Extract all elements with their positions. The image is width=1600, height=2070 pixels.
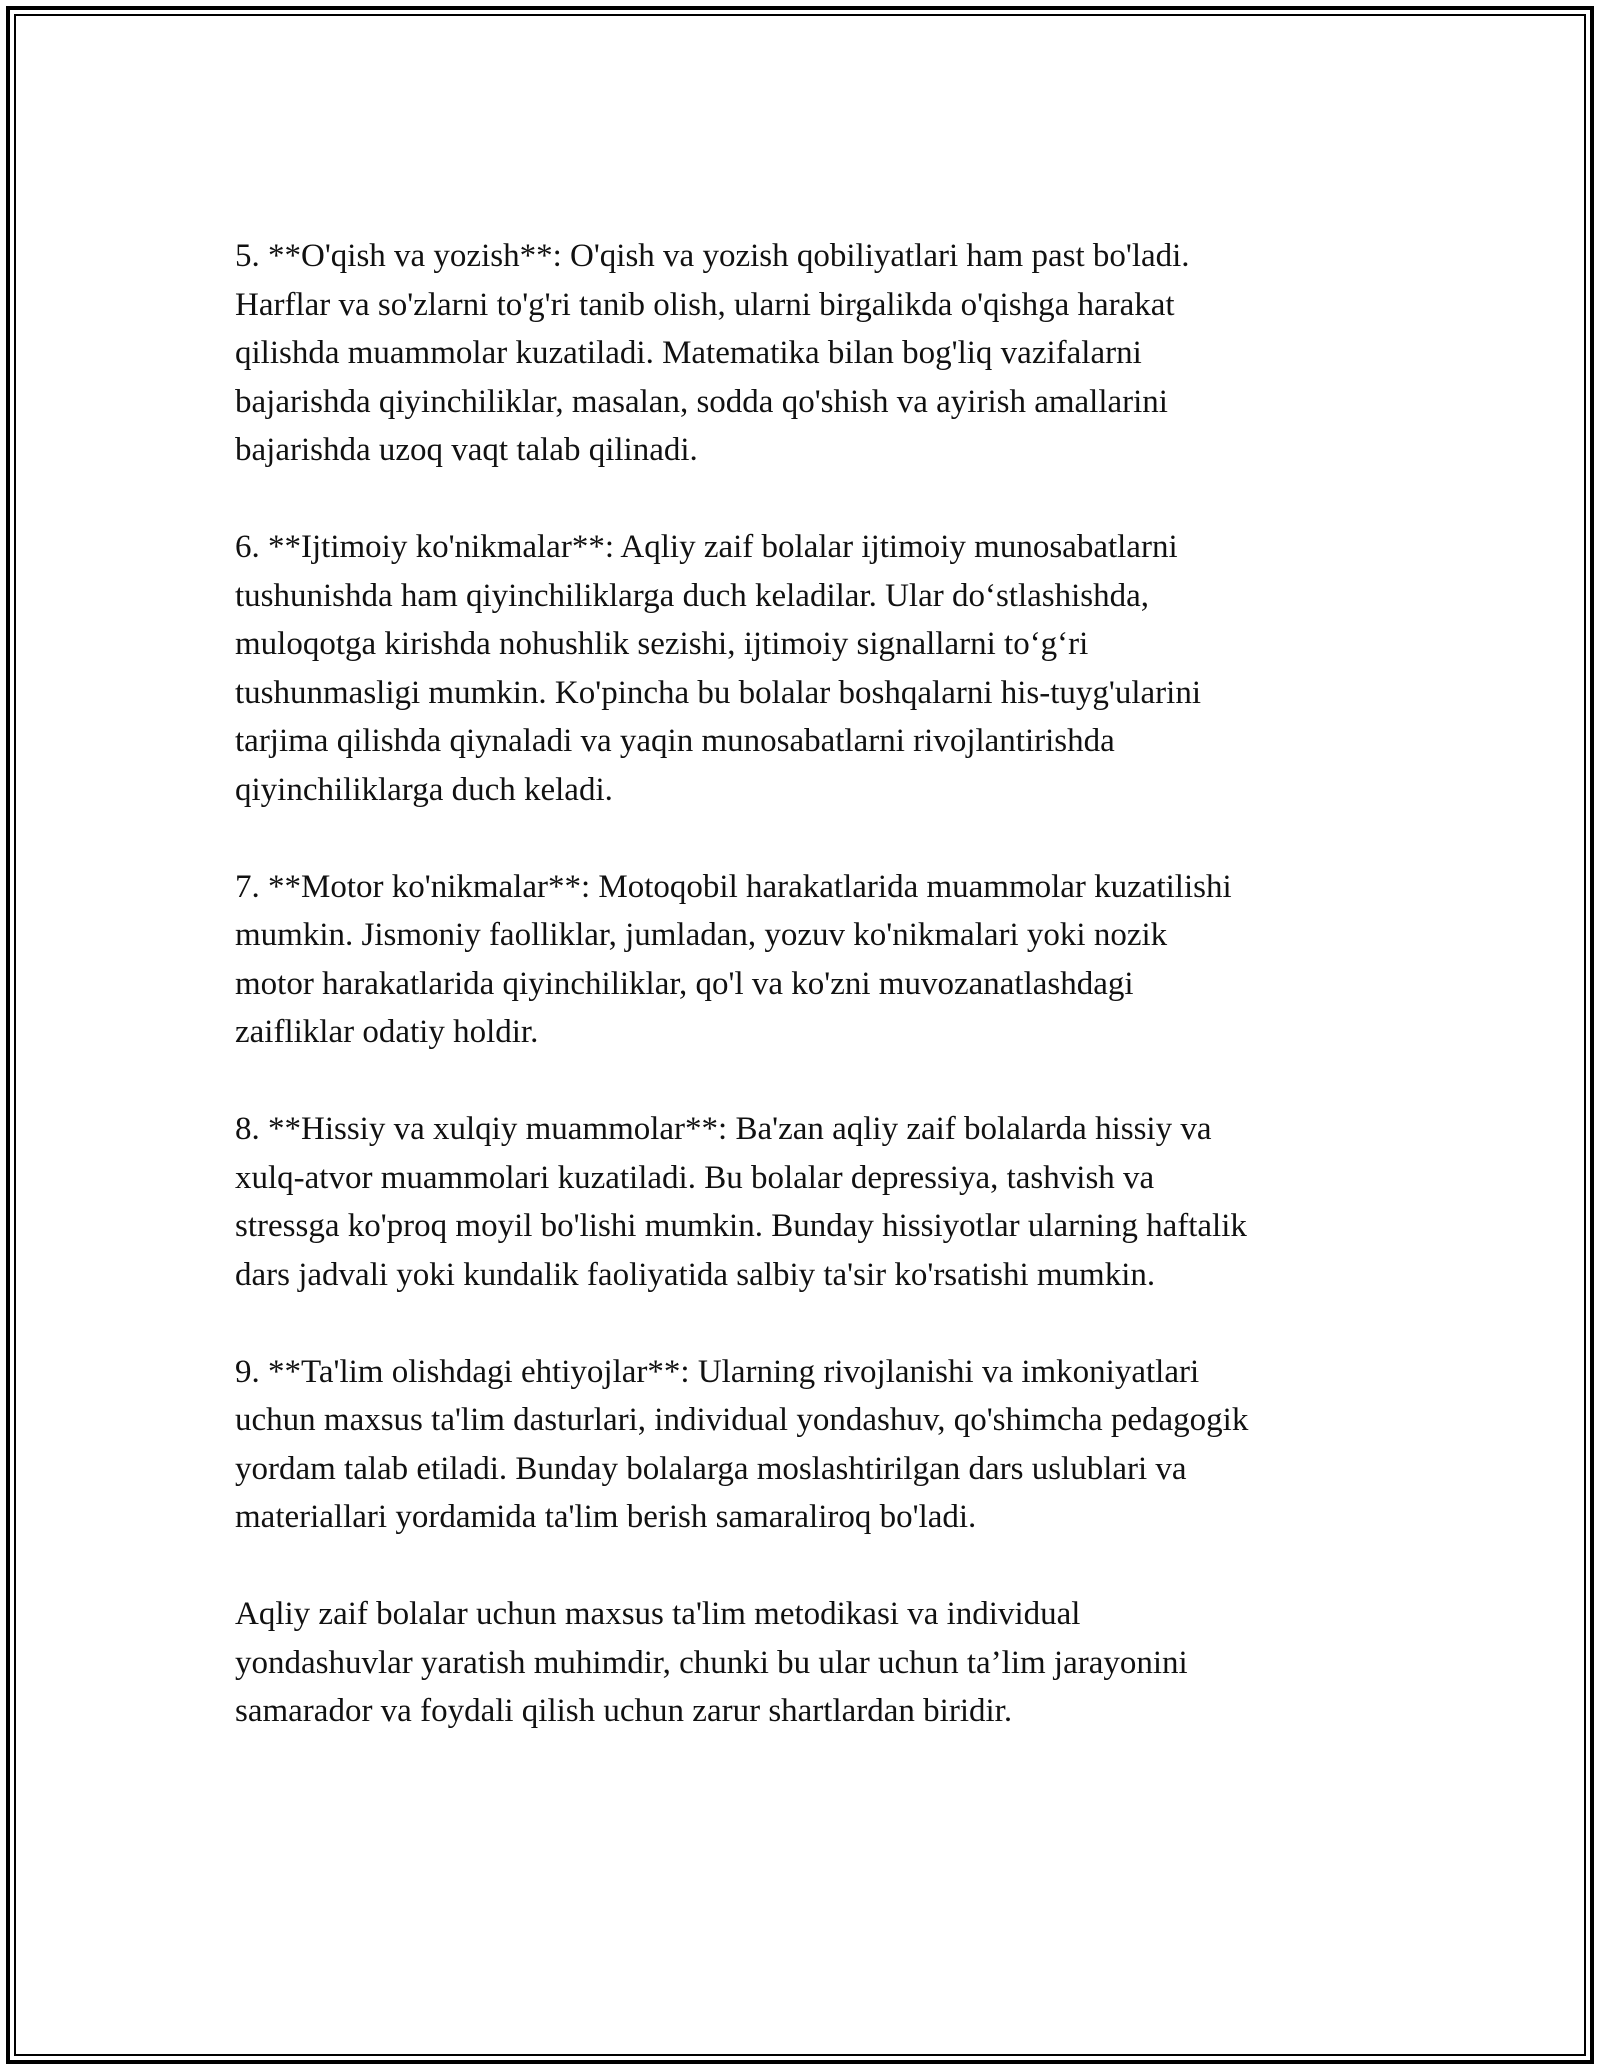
text-line: samarador va foydali qilish uchun zarur shartlardan biridir. <box>235 1693 1013 1729</box>
text-line: yondashuvlar yaratish muhimdir, chunki bu ular uchun ta’lim jarayonini <box>235 1644 1188 1681</box>
text-line: yordam talab etiladi. Bunday bolalarga moslashtirilgan dars uslublari va <box>235 1450 1187 1487</box>
paragraph-social-skills <box>235 523 1395 814</box>
text-line: Harflar va so'zlarni to'g'ri tanib olish, ularni birgalikda o'qishga harakat <box>235 286 1175 323</box>
paragraph-motor-skills <box>235 863 1395 1057</box>
text-line: tushunmasligi mumkin. Ko'pincha bu bolalar boshqalarni his-tuyg'ularini <box>235 674 1202 711</box>
text-line: motor harakatlarida qiyinchiliklar, qo'l va ko'zni muvozanatlashdagi <box>235 965 1134 1002</box>
text-line: bajarishda uzoq vaqt talab qilinadi. <box>235 432 698 468</box>
text-line: xulq-atvor muammolari kuzatiladi. Bu bolalar depressiya, tashvish va <box>235 1159 1155 1196</box>
text-line: bajarishda qiyinchiliklar, masalan, sodda qo'shish va ayirish amallarini <box>235 383 1168 420</box>
text-line: 9. **Ta'lim olishdagi ehtiyojlar**: Ularning rivojlanishi va imkoniyatlari <box>235 1353 1200 1390</box>
text-line: qilishda muammolar kuzatiladi. Matematika bilan bog'liq vazifalarni <box>235 335 1142 371</box>
text-line: 5. **O'qish va yozish**: O'qish va yozish qobiliyatlari ham past bo'ladi. <box>235 238 1190 274</box>
text-line: dars jadvali yoki kundalik faoliyatida salbiy ta'sir ko'rsatishi mumkin. <box>235 1256 1156 1293</box>
text-line: zaifliklar odatiy holdir. <box>235 1014 539 1050</box>
text-line: mumkin. Jismoniy faolliklar, jumladan, yozuv ko'nikmalari yoki nozik <box>235 917 1168 953</box>
text-line: muloqotga kirishda nohushlik sezishi, ijtimoiy signallarni to‘g‘ri <box>235 626 1089 662</box>
text-line: 6. **Ijtimoiy ko'nikmalar**: Aqliy zaif bolalar ijtimoiy munosabatlarni <box>235 529 1178 565</box>
paragraph-emotional-behavioral <box>235 1105 1395 1299</box>
text-line: materiallari yordamida ta'lim berish samaraliroq bo'ladi. <box>235 1499 977 1535</box>
text-line: tushunishda ham qiyinchiliklarga duch keladilar. Ular do‘stlashishda, <box>235 577 1150 614</box>
paragraph-reading-writing <box>235 232 1395 475</box>
text-line: 7. **Motor ko'nikmalar**: Motoqobil harakatlarida muammolar kuzatilishi <box>235 868 1232 905</box>
paragraph-educational-needs <box>235 1348 1395 1542</box>
document-body <box>235 232 1395 1784</box>
text-line: tarjima qilishda qiynaladi va yaqin munosabatlarni rivojlantirishda <box>235 723 1115 759</box>
text-line: stressga ko'proq moyil bo'lishi mumkin. Bunday hissiyotlar ularning haftalik <box>235 1208 1247 1244</box>
text-line: qiyinchiliklarga duch keladi. <box>235 771 613 808</box>
text-line: 8. **Hissiy va xulqiy muammolar**: Ba'zan aqliy zaif bolalarda hissiy va <box>235 1111 1212 1147</box>
paragraph-conclusion <box>235 1590 1395 1736</box>
text-line: Aqliy zaif bolalar uchun maxsus ta'lim metodikasi va individual <box>235 1596 1081 1632</box>
text-line: uchun maxsus ta'lim dasturlari, individual yondashuv, qo'shimcha pedagogik <box>235 1402 1249 1438</box>
